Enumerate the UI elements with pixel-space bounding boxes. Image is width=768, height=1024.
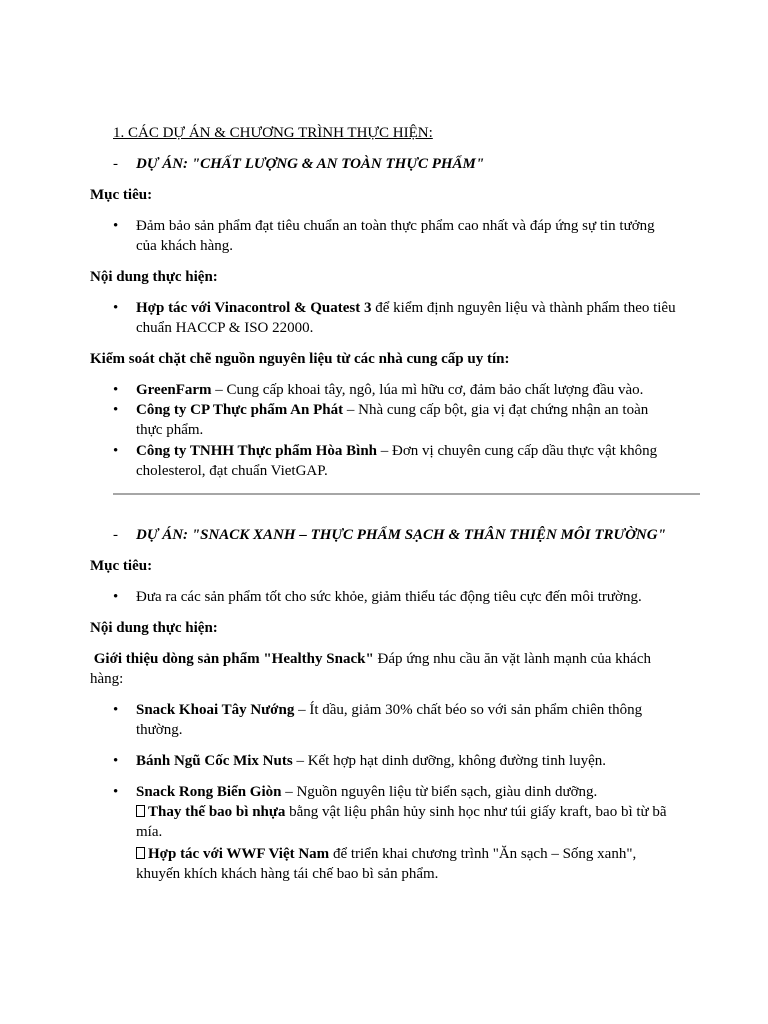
project-title: DỰ ÁN: "SNACK XANH – THỰC PHẨM SẠCH & THÂN THIỆN MÔI TRƯỜNG" (136, 527, 666, 543)
bullet-icon: • (113, 753, 119, 769)
list-item-cont: Thay thế bao bì nhựa bằng vật liệu phân hủy sinh học như túi giấy kraft, bao bì từ bã (136, 802, 667, 822)
content-label: Nội dung thực hiện: (90, 269, 218, 285)
list-item-cont: chuẩn HACCP & ISO 22000. (136, 320, 314, 336)
goal-label: Mục tiêu: (90, 558, 153, 574)
bullet-icon: • (113, 300, 119, 316)
intro-text-cont: hàng: (90, 671, 124, 687)
content-label: Nội dung thực hiện: (90, 620, 218, 636)
bullet-icon: • (113, 443, 119, 459)
intro-text: Giới thiệu dòng sản phẩm "Healthy Snack" Đáp ứng nhu cầu ăn vặt lành mạnh của khách (90, 651, 651, 667)
goal-text: Đưa ra các sản phẩm tốt cho sức khỏe, giảm thiểu tác động tiêu cực đến môi trường. (136, 589, 642, 605)
list-item: Snack Rong Biển Giòn – Nguồn nguyên liệu từ biển sạch, giàu dinh dưỡng. (136, 784, 598, 800)
horizontal-rule (113, 493, 700, 495)
list-item-cont: thực phẩm. (136, 422, 204, 438)
section-heading: 1. CÁC DỰ ÁN & CHƯƠNG TRÌNH THỰC HIỆN: (113, 125, 433, 141)
goal-label: Mục tiêu: (90, 187, 153, 203)
dash-marker: - (113, 156, 118, 172)
list-item-cont: thường. (136, 722, 183, 738)
bullet-icon: • (113, 589, 119, 605)
dash-marker: - (113, 527, 118, 543)
list-item: Công ty TNHH Thực phẩm Hòa Bình – Đơn vị chuyên cung cấp dầu thực vật không (136, 443, 658, 459)
project-title: DỰ ÁN: "CHẤT LƯỢNG & AN TOÀN THỰC PHẨM" (136, 156, 485, 172)
bullet-icon: • (113, 702, 119, 718)
list-item-cont: mía. (136, 824, 163, 840)
goal-text: Đảm bảo sản phẩm đạt tiêu chuẩn an toàn thực phẩm cao nhất và đáp ứng sự tin tưởng (136, 218, 655, 234)
bullet-icon: • (113, 218, 119, 234)
missing-glyph-icon (136, 847, 145, 859)
missing-glyph-icon (136, 805, 145, 817)
list-item-cont: cholesterol, đạt chuẩn VietGAP. (136, 463, 328, 479)
bullet-icon: • (113, 402, 119, 418)
list-item: Công ty CP Thực phẩm An Phát – Nhà cung cấp bột, gia vị đạt chứng nhận an toàn (136, 402, 649, 418)
list-item: Bánh Ngũ Cốc Mix Nuts – Kết hợp hạt dinh dưỡng, không đường tinh luyện. (136, 753, 607, 769)
goal-text: của khách hàng. (136, 238, 234, 254)
list-item: Snack Khoai Tây Nướng – Ít dầu, giảm 30% chất béo so với sản phẩm chiên thông (136, 702, 643, 718)
list-item-cont: Hợp tác với WWF Việt Nam để triển khai chương trình "Ăn sạch – Sống xanh", (136, 844, 636, 864)
list-item: GreenFarm – Cung cấp khoai tây, ngô, lúa mì hữu cơ, đảm bảo chất lượng đầu vào. (136, 382, 644, 398)
bullet-icon: • (113, 784, 119, 800)
control-label: Kiểm soát chặt chẽ nguồn nguyên liệu từ các nhà cung cấp uy tín: (90, 351, 510, 367)
list-item-cont: khuyến khích khách hàng tái chế bao bì sản phẩm. (136, 866, 439, 882)
bullet-icon: • (113, 382, 119, 398)
list-item: Hợp tác với Vinacontrol & Quatest 3 để kiểm định nguyên liệu và thành phẩm theo tiêu (136, 300, 676, 316)
